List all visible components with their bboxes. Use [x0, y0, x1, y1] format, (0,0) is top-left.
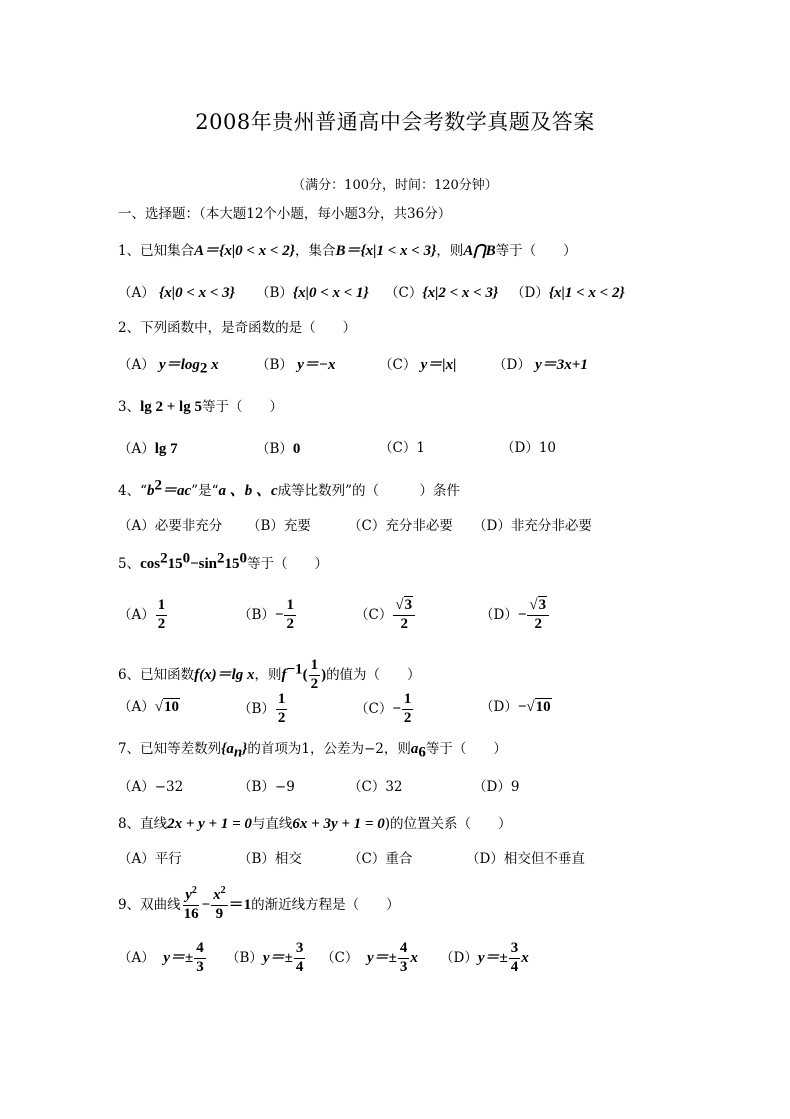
question-3: 3、lg 2 + lg 5等于（ ）: [118, 399, 283, 415]
option-a: （A） {x|0 < x < 3}: [118, 285, 235, 301]
option-c: （C）1: [379, 440, 425, 456]
option-a: （A） y＝± $\frac{4}{3}$: [118, 940, 204, 975]
option-a: （A）lg 7: [118, 441, 178, 457]
option-d: （D）− $\frac{√3}{2}$: [480, 598, 550, 633]
option-b: （B）y＝± $\frac{3}{4}$: [226, 940, 304, 975]
option-a: （A）−32: [118, 779, 184, 795]
option-d: （D）10: [501, 440, 557, 456]
option-a: （A） $y=\log_2$ x: [118, 357, 219, 377]
option-c: （C） y＝|x|: [379, 357, 457, 373]
option-d: （D）9: [473, 779, 520, 795]
question-2: 2、下列函数中，是奇函数的是（ ）: [118, 320, 357, 336]
option-d: （D）非充分非必要: [473, 518, 592, 534]
option-d: （D）−√10: [480, 699, 551, 715]
option-c: （C）{x|2 < x < 3}: [385, 285, 499, 301]
option-b: （B）{x|0 < x < 1}: [256, 285, 369, 301]
question-1: 1、已知集合A＝{x|0 < x < 2}，集合B＝{x|1 < x < 3}，则A⋂B等于（ ）: [118, 243, 577, 259]
question-9: 9、双曲线 $\frac{y^2}{16}$ − $\frac{x^2}{9}$ ＝1的渐近线方程是（ ）: [118, 885, 400, 922]
question-8: 8、直线2x + y + 1 = 0与直线6x + 3y + 1 = 0)的位置关系（ ）: [118, 816, 512, 832]
option-c: （C）重合: [348, 851, 413, 867]
option-b: （B）−9: [238, 779, 295, 795]
option-b: （B）相交: [238, 851, 302, 867]
option-b: （B）− $\frac{1}{2}$: [238, 597, 294, 632]
page-title: 2008年贵州普通高中会考数学真题及答案: [195, 110, 595, 134]
option-a: （A） $\frac{1}{2}$: [118, 597, 166, 632]
option-b: （B） $\frac{1}{2}$: [238, 691, 286, 726]
question-5: 5、$\cos^215^0-\sin^215^0$等于（ ）: [118, 550, 329, 572]
option-c: （C）− $\frac{1}{2}$: [355, 691, 412, 726]
option-c: （C）充分非必要: [348, 518, 453, 534]
option-b: （B）充要: [247, 518, 311, 534]
question-4: 4、“$b^2=ac$”是“a 、b 、c成等比数列”的（ ）条件: [118, 477, 461, 499]
option-c: （C） y＝± $\frac{4}{3}$ x: [321, 940, 418, 975]
option-d: （D）y＝± $\frac{3}{4}$ x: [440, 940, 529, 975]
option-d: （D）{x|1 < x < 2}: [511, 285, 625, 301]
option-c: （C） $\frac{√3}{2}$: [355, 598, 416, 633]
option-d: （D） y＝3x+1: [493, 357, 588, 373]
option-a: （A）必要非充分: [118, 518, 223, 534]
option-d: （D）相交但不垂直: [466, 851, 585, 867]
exam-info: （满分：100分，时间：120分钟）: [292, 178, 498, 193]
option-b: （B）0: [256, 441, 301, 457]
section-heading: 一、选择题：（本大题12个小题，每小题3分，共36分）: [118, 206, 452, 222]
option-a: （A）√10: [118, 699, 179, 715]
option-a: （A）平行: [118, 851, 182, 867]
option-c: （C）32: [348, 779, 403, 795]
question-6: 6、已知函数f(x)＝lg x，则$f^{-1}$( $\frac{1}{2}$ )的值为（ ）: [118, 657, 421, 692]
option-b: （B） y＝−x: [256, 357, 336, 373]
question-7: 7、已知等差数列$\{a_n\}$的首项为1，公差为−2，则$a_6$等于（ ）: [118, 741, 507, 761]
